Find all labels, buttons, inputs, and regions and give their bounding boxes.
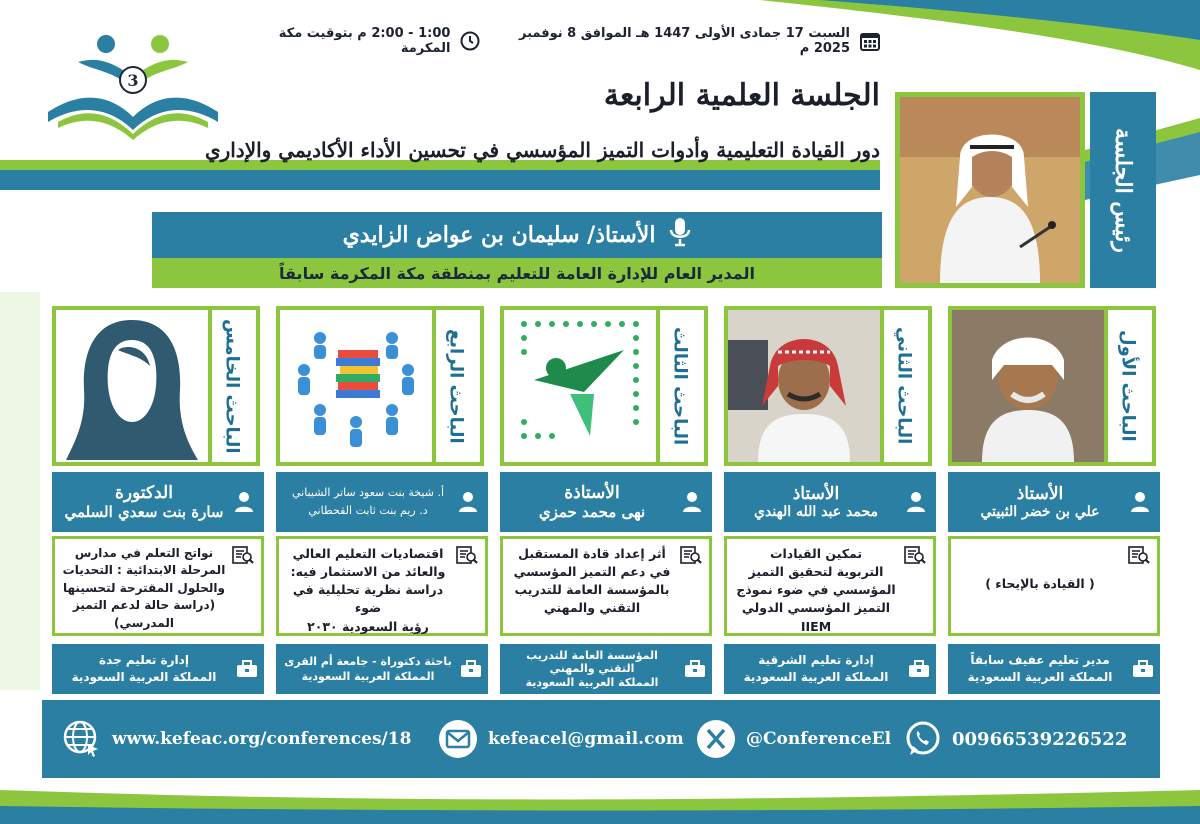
session-subtitle: دور القيادة التعليمية وأدوات التميز المؤسسي في تحسين الأداء الأكاديمي والإداري: [204, 138, 880, 162]
website-contact[interactable]: [62, 718, 411, 760]
clock-icon: [460, 31, 480, 51]
chair-name: الأستاذ/ سليمان بن عواض الزايدي: [342, 222, 656, 248]
researcher-3-name: نهى محمد حمزي: [538, 503, 646, 521]
document-search-icon: [455, 545, 479, 565]
researcher-4-title: أ. شيخة بنت سعود ساتر الشيباني: [292, 486, 444, 500]
researcher-5-namebox: [52, 472, 264, 532]
researcher-2-photo: [724, 306, 884, 466]
researcher-3-affiliation: المؤسسة العامة للتدريب التقني والمهني المملكة العربية السعودية: [525, 649, 659, 689]
researcher-1-label: الباحث الأول: [1104, 306, 1156, 466]
email-text[interactable]: kefeacel@gmail.com: [488, 729, 684, 749]
document-search-icon: [903, 545, 927, 565]
calendar-icon: [860, 31, 880, 51]
user-icon: [906, 491, 926, 513]
briefcase-icon: [1132, 660, 1154, 678]
researcher-2-topic: تمكين القيادات التربوية لتحقيق التميز المؤسسي في ضوء نموذج التميز المؤسسي الدولي IIEM: [736, 546, 896, 634]
researcher-2-label: الباحث الثاني: [880, 306, 932, 466]
researcher-1-namebox: [948, 472, 1160, 532]
researcher-4-topic: اقتصاديات التعليم العالي والعائد من الاستثمار فيه: دراسة نظرية تحليلية في ضوء رؤية السعودية ٢٠٣٠: [290, 546, 446, 634]
researcher-5-affiliation-box: [52, 644, 264, 694]
researcher-5-topic: نواتج التعلم في مدارس المرحلة الابتدائية : التحديات والحلول المقترحة لتحسينها (دراسة حالة لدعم التميز المدرسي): [62, 546, 226, 630]
researcher-3-affiliation-box: [500, 644, 712, 694]
researcher-2-topic-box: [724, 536, 936, 636]
researcher-3-topic-box: [500, 536, 712, 636]
whatsapp-icon: [902, 719, 942, 759]
researcher-2-affiliation: إدارة تعليم الشرقية المملكة العربية السعودية: [743, 653, 889, 684]
user-icon: [682, 491, 702, 513]
researcher-5-affiliation: إدارة تعليم جدة المملكة العربية السعودية: [71, 653, 217, 684]
researcher-2-name: محمد عبد الله الهندي: [754, 504, 878, 520]
researcher-2-namebox: [724, 472, 936, 532]
chair-label: رئيس الجلسة: [1090, 92, 1156, 288]
chair-photo: [895, 92, 1085, 288]
email-icon: [438, 719, 478, 759]
researcher-3-title: الأستاذة: [564, 483, 620, 503]
website-text[interactable]: www.kefeac.org/conferences/18: [112, 729, 412, 749]
phone-number[interactable]: 00966539226522: [952, 728, 1128, 750]
twitter-contact[interactable]: [696, 718, 891, 760]
twitter-handle[interactable]: @ConferenceEl: [746, 729, 892, 749]
researcher-3-photo: [500, 306, 660, 466]
document-search-icon: [231, 545, 255, 565]
x-twitter-icon: [696, 719, 736, 759]
researcher-2-affiliation-box: [724, 644, 936, 694]
researcher-4-affiliation: باحثة دكتوراة - جامعة أم القرى المملكة العربية السعودية: [284, 654, 452, 683]
researcher-4-affiliation-box: [276, 644, 488, 694]
researcher-1-affiliation-box: [948, 644, 1160, 694]
document-search-icon: [1127, 545, 1151, 565]
briefcase-icon: [236, 660, 258, 678]
user-icon: [234, 491, 254, 513]
researcher-5-topic-box: [52, 536, 264, 636]
researcher-1-photo: [948, 306, 1108, 466]
briefcase-icon: [460, 660, 482, 678]
researcher-5-title: الدكتورة: [115, 483, 173, 503]
researcher-4-label: الباحث الرابع: [432, 306, 484, 466]
conference-logo: [38, 22, 228, 142]
researcher-2-title: الأستاذ: [792, 484, 840, 504]
researcher-1-topic-box: [948, 536, 1160, 636]
researcher-3-namebox: [500, 472, 712, 532]
researcher-4-name: د. ريم بنت ثابت القحطاني: [308, 504, 428, 517]
researcher-3-topic: أثر إعداد قادة المستقبل في دعم التميز المؤسسي بالمؤسسة العامة للتدريب التقني والمهني: [513, 546, 671, 616]
session-time: 1:00 - 2:00 م بتوقيت مكة المكرمة: [278, 26, 451, 56]
researcher-4-namebox: [276, 472, 488, 532]
researcher-3-label: الباحث الثالث: [656, 306, 708, 466]
researcher-1-topic: ( القيادة بالإيحاء ): [985, 576, 1095, 591]
user-icon: [458, 491, 478, 513]
globe-icon: [62, 719, 102, 759]
researcher-1-affiliation: مدير تعليم عفيف سابقاً المملكة العربية السعودية: [967, 653, 1113, 684]
chair-role: المدير العام للإدارة العامة للتعليم بمنطقة مكة المكرمة سابقاً: [152, 258, 882, 288]
email-contact[interactable]: [438, 718, 684, 760]
contact-footer: [42, 700, 1160, 778]
logo-number: 3: [127, 71, 139, 90]
briefcase-icon: [684, 660, 706, 678]
briefcase-icon: [908, 660, 930, 678]
researcher-5-photo: [52, 306, 212, 466]
researcher-4-topic-box: [276, 536, 488, 636]
session-date: السبت 17 جمادى الأولى 1447 هـ الموافق 8 نوفمبر 2025 م: [518, 26, 850, 56]
session-title: الجلسة العلمية الرابعة: [603, 78, 880, 113]
document-search-icon: [679, 545, 703, 565]
chair-name-bar: [152, 212, 882, 258]
researcher-4-photo: [276, 306, 436, 466]
user-icon: [1130, 491, 1150, 513]
whatsapp-contact[interactable]: [902, 718, 1127, 760]
microphone-icon: [669, 217, 691, 253]
researcher-1-name: علي بن خضر الثبيتي: [980, 504, 1100, 520]
session-date-line: [240, 28, 880, 54]
researcher-5-name: سارة بنت سعدي السلمي: [64, 503, 224, 521]
researcher-5-label: الباحث الخامس: [208, 306, 260, 466]
researcher-1-title: الأستاذ: [1016, 484, 1064, 504]
